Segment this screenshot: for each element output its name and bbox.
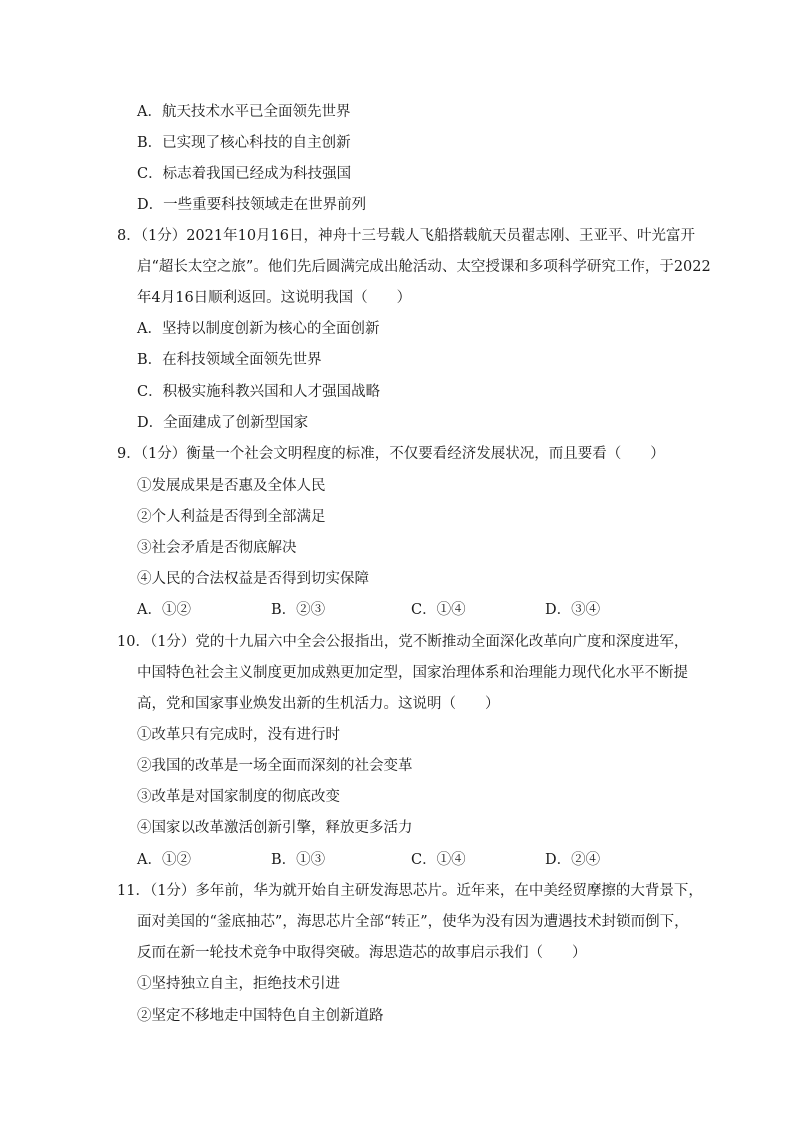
q10-option-c: C．①④ [411, 852, 466, 868]
q10-statement-3: ③改革是对国家制度的彻底改变 [137, 789, 340, 805]
q8-stem-line1: 8．（1分）2021年10月16日，神舟十三号载人飞船搭载航天员翟志刚、王亚平、叶光富开 [117, 228, 696, 244]
q8-option-b: B．在科技领域全面领先世界 [137, 352, 322, 368]
q9-option-b: B．②③ [271, 602, 326, 618]
q10-option-d: D．②④ [545, 852, 601, 868]
q10-option-a: A．①② [137, 852, 191, 868]
q11-stem-line2: 面对美国的“釜底抽芯”，海思芯片全部“转正”，使华为没有因为遭遇技术封锁而倒下， [137, 914, 689, 930]
q11-stem-line3: 反而在新一轮技术竞争中取得突破。海思造芯的故事启示我们（ ） [137, 945, 587, 961]
q10-statement-1: ①改革只有完成时，没有进行时 [137, 727, 340, 743]
q9-statement-3: ③社会矛盾是否彻底解决 [137, 540, 297, 556]
q10-stem-line1: 10．（1分）党的十九届六中全会公报指出，党不断推动全面深化改革向广度和深度进军， [117, 634, 689, 650]
q8-option-a: A．坚持以制度创新为核心的全面创新 [137, 321, 380, 337]
q9-option-c: C．①④ [411, 602, 466, 618]
q9-option-a: A．①② [137, 602, 191, 618]
q10-stem-line2: 中国特色社会主义制度更加成熟更加定型，国家治理体系和治理能力现代化水平不断提 [137, 665, 688, 681]
q10-option-b: B．①③ [271, 852, 326, 868]
q10-statement-4: ④国家以改革激活创新引擎，释放更多活力 [137, 820, 413, 836]
q7-option-d: D．一些重要科技领域走在世界前列 [137, 197, 367, 213]
q8-stem-line2: 启“超长太空之旅”。他们先后圆满完成出舱活动、太空授课和多项科学研究工作，于2022 [137, 259, 711, 275]
q9-option-d: D．③④ [545, 602, 601, 618]
q9-statement-2: ②个人利益是否得到全部满足 [137, 509, 326, 525]
q11-stem-line1: 11．（1分）多年前，华为就开始自主研发海思芯片。近年来，在中美经贸摩擦的大背景下， [117, 883, 703, 899]
q9-statement-4: ④人民的合法权益是否得到切实保障 [137, 571, 369, 587]
q9-statement-1: ①发展成果是否惠及全体人民 [137, 478, 326, 494]
q7-option-b: B．已实现了核心科技的自主创新 [137, 135, 351, 151]
q11-statement-2: ②坚定不移地走中国特色自主创新道路 [137, 1008, 384, 1024]
q10-stem-line3: 高，党和国家事业焕发出新的生机活力。这说明（ ） [137, 696, 500, 712]
q11-statement-1: ①坚持独立自主，拒绝技术引进 [137, 976, 340, 992]
q8-stem-line3: 年4月16日顺利返回。这说明我国（ ） [137, 290, 412, 306]
q8-option-c: C．积极实施科教兴国和人才强国战略 [137, 384, 381, 400]
q9-stem-line1: 9．（1分）衡量一个社会文明程度的标准，不仅要看经济发展状况，而且要看（ ） [117, 446, 665, 462]
q7-option-a: A．航天技术水平已全面领先世界 [137, 104, 351, 120]
q10-statement-2: ②我国的改革是一场全面而深刻的社会变革 [137, 758, 413, 774]
q7-option-c: C．标志着我国已经成为科技强国 [137, 166, 352, 182]
q8-option-d: D．全面建成了创新型国家 [137, 415, 309, 431]
